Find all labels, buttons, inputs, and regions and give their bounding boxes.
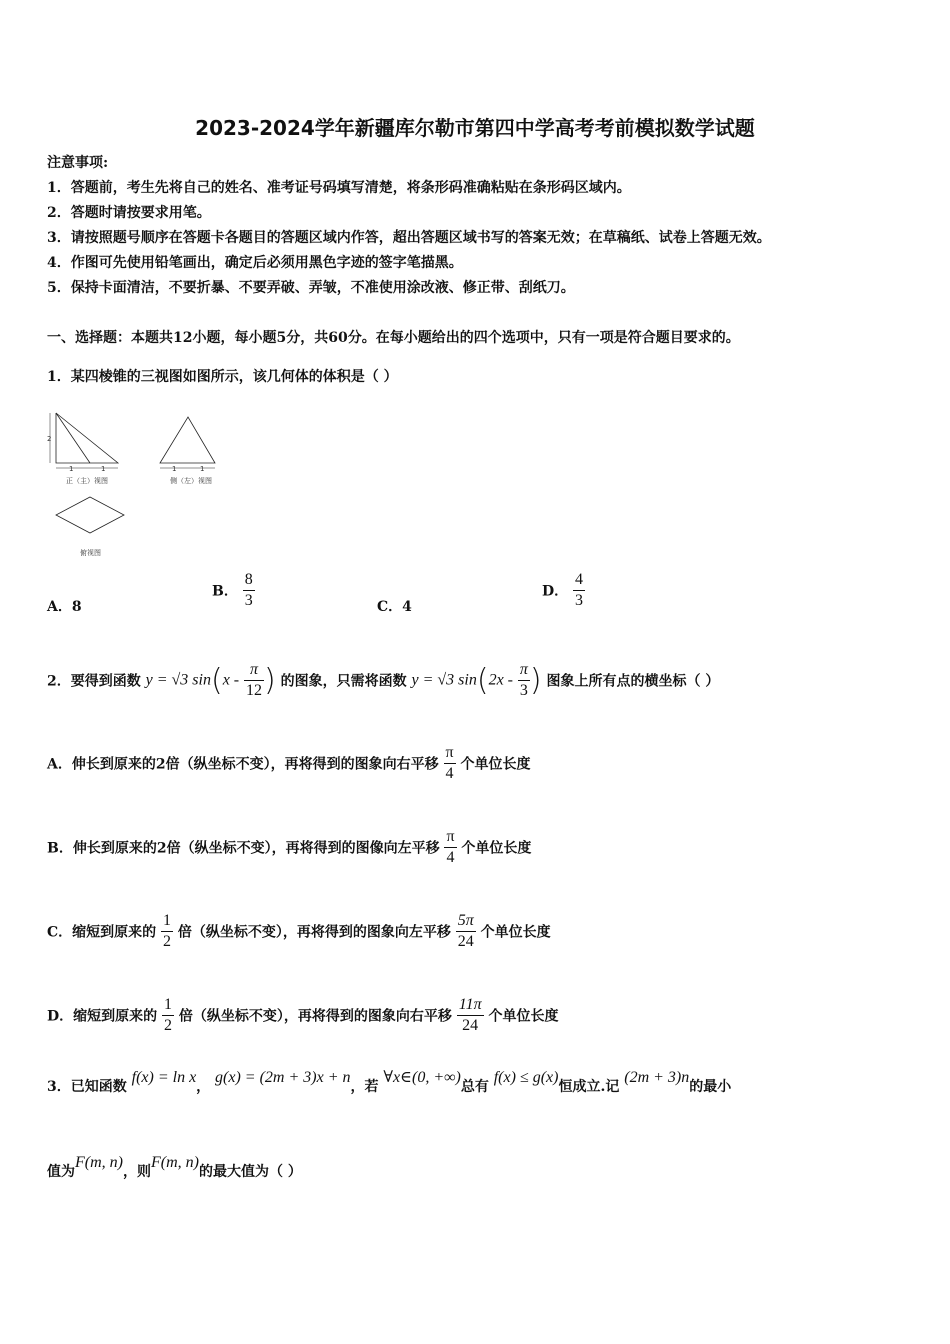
front-dim-1: 1: [69, 465, 74, 473]
q1-option-b[interactable]: B． $\frac{8}{3}$: [212, 571, 253, 609]
notice-item-4: 4．作图可先使用铅笔画出，确定后必须用黑色字迹的签字笔描黑。: [47, 255, 463, 271]
section-heading: 一、选择题：本题共12小题，每小题5分，共60分。在每小题给出的四个选项中，只有一项是符合题目要求的。: [47, 330, 740, 346]
front-view: [50, 413, 118, 468]
notice-item-3: 3．请按照题号顺序在答题卡各题目的答题区域内作答，超出答题区域书写的答案无效；在草稿纸、试卷上答题无效。: [47, 230, 771, 246]
notice-item-1: 1．答题前，考生先将自己的姓名、准考证号码填写清楚，将条形码准确粘贴在条形码区域内。: [47, 180, 631, 196]
q2-stem: 2．要得到函数 y = √3 sin(x - $\frac{\pi}{12}$ ) 的图象，只需将函数 y = √3 sin(2x - $\frac{\pi}{3}$ ) 图象上所有点的横坐标（ ）: [47, 661, 720, 699]
height-label: 2: [47, 435, 52, 443]
fraction: $\frac{8}{3}$: [244, 571, 253, 609]
q1-option-a[interactable]: A．8: [47, 599, 82, 615]
q1-stem: 1．某四棱锥的三视图如图所示，该几何体的体积是（ ）: [47, 369, 398, 385]
q1-option-c[interactable]: C．4: [377, 599, 412, 615]
page-title: 2023-2024学年新疆库尔勒市第四中学高考考前模拟数学试题: [195, 116, 755, 140]
side-view-label: 侧（左）视图: [170, 477, 212, 485]
notice-item-2: 2．答题时请按要求用笔。: [47, 205, 211, 221]
q2-option-b[interactable]: B．伸长到原来的2倍（纵坐标不变），再将得到的图像向左平移 $\frac{\pi}{4}$ 个单位长度: [47, 828, 532, 866]
front-view-label: 正（主）视图: [66, 477, 108, 485]
notice-item-5: 5．保持卡面清洁，不要折暴、不要弄破、弄皱，不准使用涂改液、修正带、刮纸刀。: [47, 280, 575, 296]
top-view: [56, 497, 124, 533]
side-dim-2: 1: [200, 465, 205, 473]
top-view-label: 俯视图: [80, 549, 101, 557]
q2-option-d[interactable]: D．缩短到原来的 $\frac{1}{2}$ 倍（纵坐标不变），再将得到的图象向右平移 $\frac{11\pi}{24}$ 个单位长度: [47, 996, 559, 1034]
front-dim-2: 1: [101, 465, 106, 473]
q2-option-a[interactable]: A．伸长到原来的2倍（纵坐标不变），再将得到的图象向右平移 $\frac{\pi}{4}$ 个单位长度: [47, 744, 531, 782]
side-dim-1: 1: [172, 465, 177, 473]
q3-stem-line2: 值为F(m, n)，则F(m, n)的最大值为（ ）: [47, 1154, 302, 1180]
q1-option-d[interactable]: D． $\frac{4}{3}$: [542, 571, 584, 609]
notice-heading: 注意事项:: [47, 155, 109, 171]
fraction: $\frac{4}{3}$: [575, 571, 584, 609]
three-view-figure: [42, 405, 232, 560]
q3-stem-line1: 3．已知函数 f(x) = ln x， g(x) = (2m + 3)x + n，若 ∀x∈(0, +∞)总有 f(x) ≤ g(x)恒成立.记 (2m + 3)n的最小: [47, 1069, 732, 1095]
q2-option-c[interactable]: C．缩短到原来的 $\frac{1}{2}$ 倍（纵坐标不变），再将得到的图象向左平移 $\frac{5\pi}{24}$ 个单位长度: [47, 912, 551, 950]
side-view: [160, 417, 215, 468]
